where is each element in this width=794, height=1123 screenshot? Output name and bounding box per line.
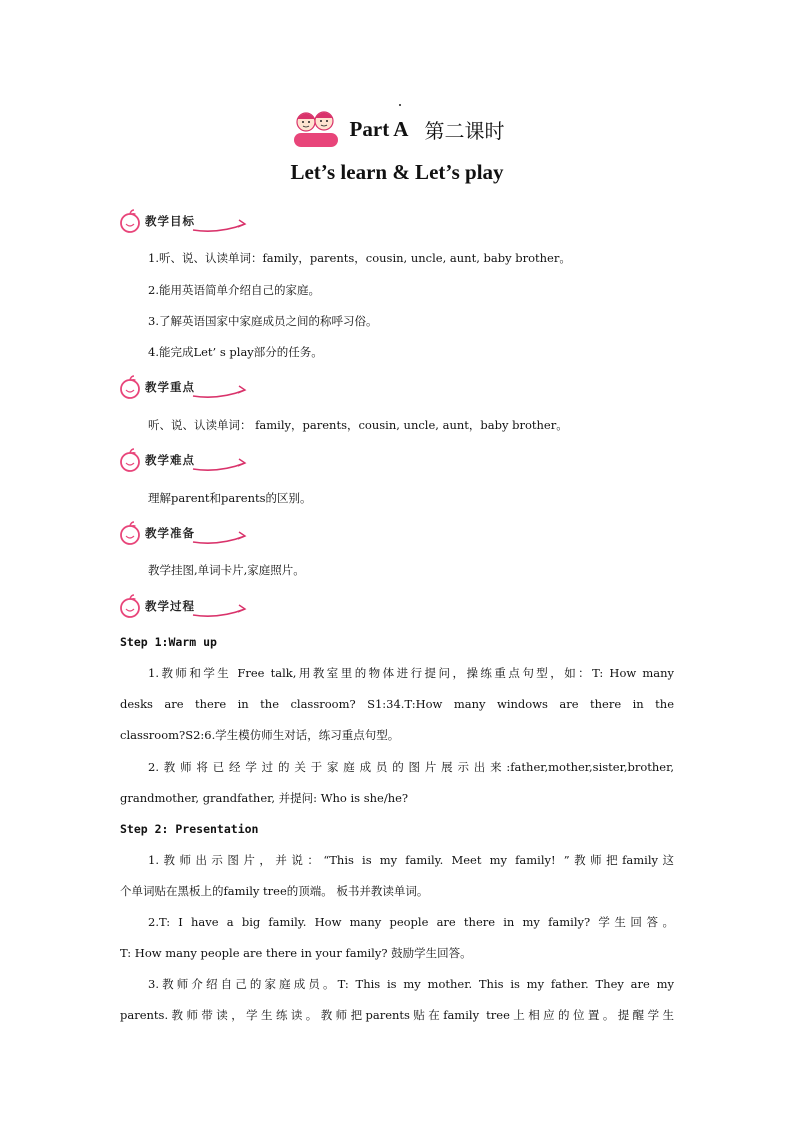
paragraph-line: 2.教师将已经学过的关于家庭成员的图片展示出来:father,mother,sister,brother, <box>148 760 674 774</box>
paragraph-line: 2.T: I have a big family. How many people are there in my family? 学生回答。 <box>148 915 674 929</box>
section-label: 教学准备 <box>145 526 195 540</box>
step-2-paragraph-2 <box>120 907 674 969</box>
section-label: 教学目标 <box>145 214 195 228</box>
objective-item-1: 1.听、说、认读单词：family，parents，cousin, uncle, aunt, baby brother。 <box>148 251 571 265</box>
difficulties-text: 理解parent和parents的区别。 <box>148 491 312 505</box>
swish-icon <box>191 528 247 546</box>
objective-item-2: 2.能用英语简单介绍自己的家庭。 <box>148 283 320 297</box>
swish-icon <box>191 216 247 234</box>
paragraph-line: parents.教师带读，学生练读。教师把parents贴在family tree上相应的位置。提醒学生 <box>120 1008 674 1022</box>
apple-icon <box>118 521 142 545</box>
paragraph-line: 1.教师和学生 Free talk,用教室里的物体进行提问，操练重点句型，如：T: How many <box>148 666 674 680</box>
section-preparation-heading <box>118 520 247 546</box>
paragraph-line: grandmother, grandfather, 并提问: Who is she/he? <box>120 791 409 805</box>
section-label: 教学难点 <box>145 453 195 467</box>
paragraph-line: 1.教师出示图片，并说：“This is my family. Meet my family! ”教师把family这 <box>148 853 674 867</box>
paragraph-line: desks are there in the classroom? S1:34.T:How many windows are there in the <box>120 697 674 711</box>
step-1-title: Step 1:Warm up <box>120 635 217 649</box>
section-label: 教学重点 <box>145 380 195 394</box>
swish-icon <box>191 382 247 400</box>
apple-icon <box>118 375 142 399</box>
key-points-text: 听、说、认读单词： family，parents，cousin, uncle, aunt，baby brother。 <box>148 418 568 432</box>
paragraph-line: T: How many people are there in your family? 鼓励学生回答。 <box>120 946 472 960</box>
section-key-points-heading <box>118 374 247 400</box>
preparation-text: 教学挂图,单词卡片,家庭照片。 <box>148 563 305 577</box>
step-1-paragraph-1 <box>120 658 674 751</box>
swish-icon <box>191 455 247 473</box>
step-1-paragraph-2 <box>120 752 674 814</box>
step-2-paragraph-3 <box>120 969 674 1031</box>
objective-item-3: 3.了解英语国家中家庭成员之间的称呼习俗。 <box>148 314 378 328</box>
section-process-heading <box>118 593 247 619</box>
step-2-paragraph-1 <box>120 845 674 907</box>
section-objectives-heading <box>118 208 247 234</box>
step-2-title: Step 2: Presentation <box>120 822 259 836</box>
title-row <box>0 108 794 148</box>
kids-abc-logo-icon <box>290 108 342 150</box>
lesson-subtitle: Let’s learn & Let’s play <box>290 160 504 184</box>
stray-dot <box>399 104 401 106</box>
apple-icon <box>118 209 142 233</box>
swish-icon <box>191 601 247 619</box>
paragraph-line: classroom?S2:6.学生模仿师生对话，练习重点句型。 <box>120 728 400 742</box>
apple-icon <box>118 448 142 472</box>
section-label: 教学过程 <box>145 599 195 613</box>
apple-icon <box>118 594 142 618</box>
lesson-number: 第二课时 <box>424 118 505 143</box>
section-difficulties-heading <box>118 447 247 473</box>
paragraph-line: 个单词贴在黑板上的family tree的顶端。 板书并教读单词。 <box>120 884 429 898</box>
paragraph-line: 3.教师介绍自己的家庭成员。T: This is my mother. This is my father. They are my <box>148 977 674 991</box>
lesson-part: Part A <box>349 116 409 141</box>
objective-item-4: 4.能完成Let’ s play部分的任务。 <box>148 345 323 359</box>
